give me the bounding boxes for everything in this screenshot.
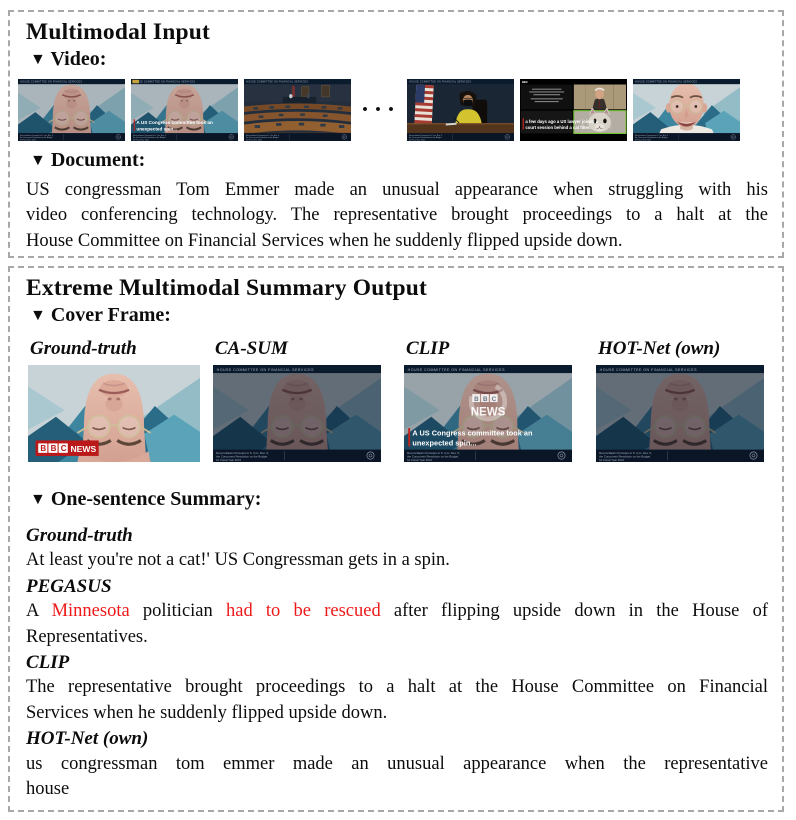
document-line: video conferencing technology. The representative brought proceedings to a halt at the xyxy=(26,205,768,226)
cover-column-hot-net xyxy=(596,338,764,462)
cover-frame-section-label xyxy=(30,302,766,330)
summary-segment: politician xyxy=(142,601,213,622)
summary-list xyxy=(26,523,768,802)
live-tag xyxy=(132,80,139,83)
method-label: CA-SUM xyxy=(215,338,288,359)
video-label-text: Video: xyxy=(50,48,107,70)
method-label: Ground-truth xyxy=(30,338,137,359)
summary-ground-truth xyxy=(26,523,768,574)
method-label: CLIP xyxy=(406,338,450,359)
method-label: CLIP xyxy=(26,652,70,674)
summary-segment-highlight: had to be rescued xyxy=(225,601,381,622)
ellipsis-dots: • • • xyxy=(362,101,396,118)
cover-frame-ca-sum xyxy=(213,365,381,462)
cover-frame-row xyxy=(26,338,766,470)
video-thumbnail-2 xyxy=(131,79,238,141)
cover-column-ca-sum xyxy=(213,338,381,462)
document-section-label xyxy=(30,147,766,175)
summary-hot-net xyxy=(26,726,768,802)
summary-output-panel xyxy=(8,266,784,812)
method-label: Ground-truth xyxy=(26,525,133,546)
summary-text: At least you're not a cat!' US Congressman gets in a spin. xyxy=(26,550,450,571)
video-section-label xyxy=(30,46,766,74)
summary-segment-highlight: Minnesota xyxy=(51,601,130,622)
summary-section-label xyxy=(30,486,766,514)
summary-text: Services when he suddenly flipped upside down. xyxy=(26,702,388,723)
video-thumbnail-3 xyxy=(244,79,351,141)
video-thumbnail-6 xyxy=(633,79,740,141)
summary-segment: A xyxy=(26,601,39,622)
triangle-icon: ▼ xyxy=(30,152,46,169)
video-thumbnail-row xyxy=(18,79,766,141)
method-label: HOT-Net (own) xyxy=(26,728,149,750)
document-line: House Committee on Financial Services when he suddenly flipped upside down. xyxy=(26,230,623,251)
method-label: HOT-Net (own) xyxy=(598,338,721,359)
summary-text: The representative brought proceedings to a halt at the House Committee on Financial xyxy=(26,677,768,698)
cover-frame-ground-truth xyxy=(28,365,200,462)
triangle-icon: ▼ xyxy=(30,51,46,68)
method-label: PEGASUS xyxy=(26,575,112,597)
input-panel-title: Multimodal Input xyxy=(26,19,211,45)
video-thumbnail-4 xyxy=(407,79,514,141)
summary-text xyxy=(26,599,768,624)
cover-frame-hot-net xyxy=(596,365,764,462)
triangle-icon: ▼ xyxy=(30,307,46,324)
summary-text: us congressman tom emmer made an unusual appearance when the representative xyxy=(26,753,768,774)
summary-text: house xyxy=(26,779,70,800)
multimodal-input-panel xyxy=(8,10,784,258)
document-line: US congressman Tom Emmer made an unusual appearance when struggling with his xyxy=(26,180,768,200)
cover-column-clip xyxy=(404,338,572,462)
cover-column-ground-truth xyxy=(28,338,200,462)
summary-clip xyxy=(26,650,768,726)
triangle-icon: ▼ xyxy=(30,491,46,508)
summary-text: Representatives. xyxy=(26,626,148,647)
video-thumbnail-5 xyxy=(520,79,627,141)
video-thumbnail-1 xyxy=(18,79,125,141)
summary-pegasus xyxy=(26,574,768,650)
cover-label-text: Cover Frame: xyxy=(50,304,171,326)
summary-label-text: One-sentence Summary: xyxy=(50,488,262,510)
document-label-text: Document: xyxy=(50,149,146,171)
cover-frame-clip xyxy=(404,365,572,462)
document-text xyxy=(26,178,768,254)
summary-segment: after flipping upside down in the House of xyxy=(393,601,768,622)
output-panel-title: Extreme Multimodal Summary Output xyxy=(26,275,428,301)
